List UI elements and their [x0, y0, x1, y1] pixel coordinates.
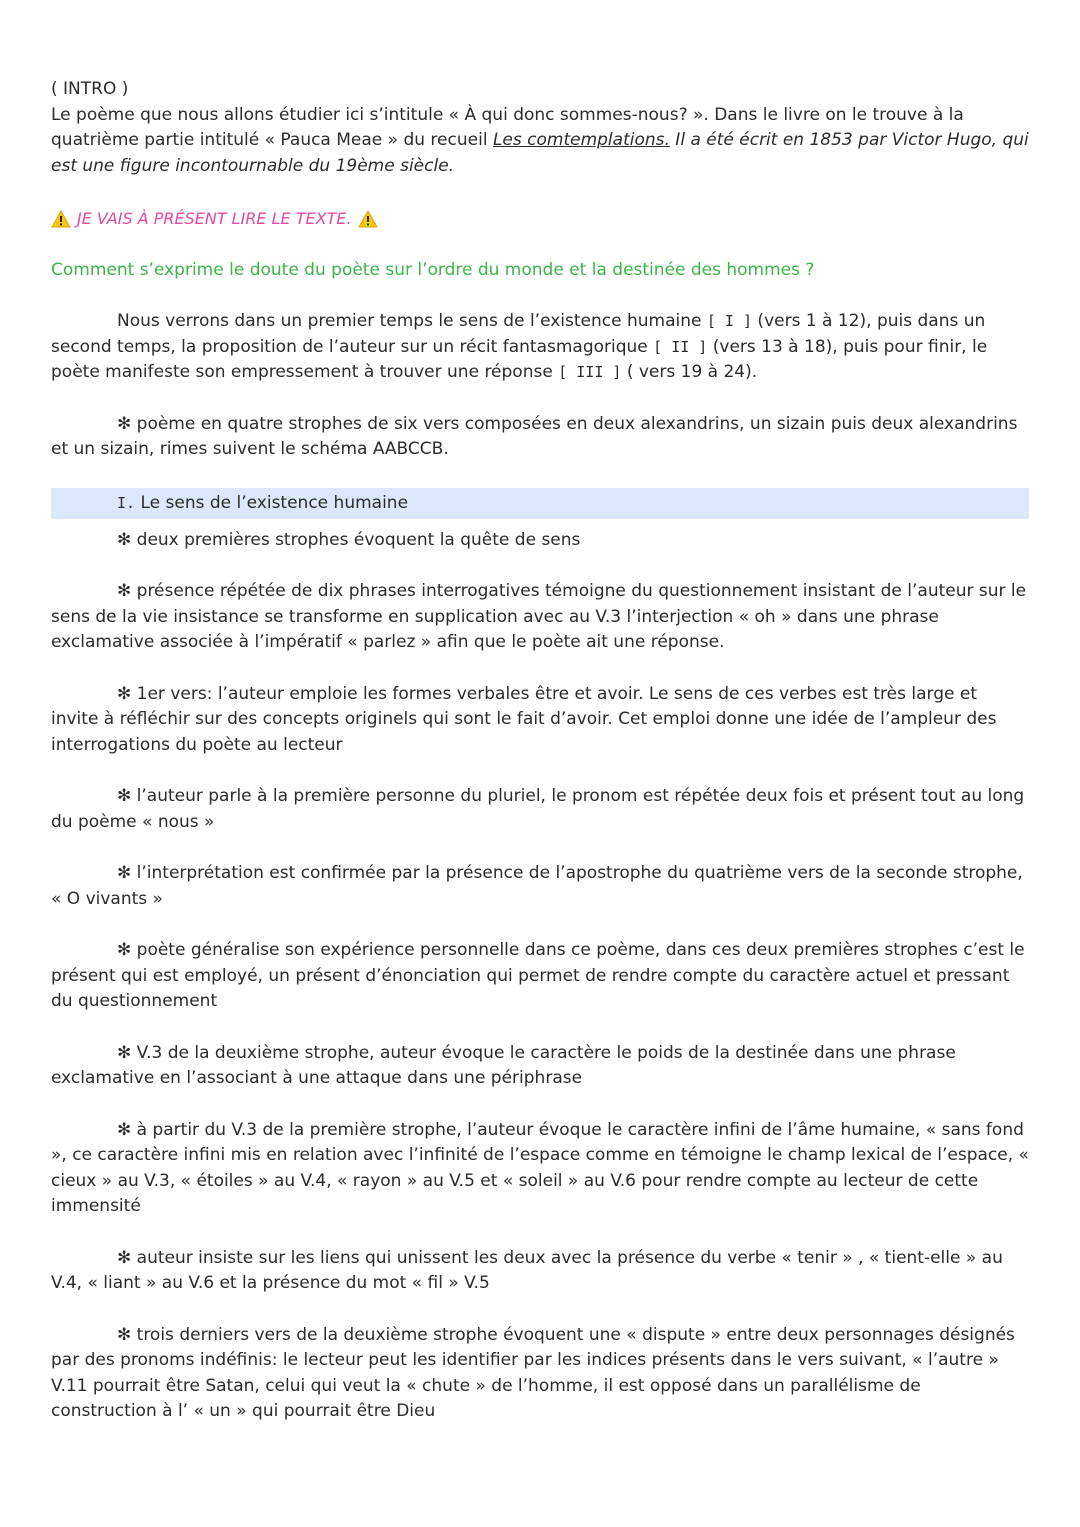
plan-paragraph: [51, 309, 1029, 386]
part-marker-3: [ III ]: [558, 363, 622, 381]
section-title: Le sens de l’existence humaine: [140, 492, 409, 513]
bullet-item: ✻ deux premières strophes évoquent la quête de sens: [117, 529, 581, 550]
intro-text-a: Le poème que nous allons étudier ici s’intitule « À qui donc sommes-nous? ». Dans le livre on le trouve à la quatrième partie intitulé « Pauca Meae » du recueil: [51, 104, 964, 150]
intro-paragraph: [51, 103, 1029, 180]
document-page: [51, 77, 1029, 1425]
section-number: I.: [117, 493, 136, 512]
plan-text-b: (vers 1 à 12), puis dans un second temps, la proposition de l’auteur sur un récit fantasmagorique: [51, 311, 986, 357]
bullet-item: ✻ à partir du V.3 de la première strophe, l’auteur évoque le caractère infini de l’âme humaine, « sans fond », ce caractère infini mis en relation avec l’infinité de l’espace comme en témoigne le champ lexical de l’espace, « cieux » au V.3, « étoiles » au V.4, « rayon » au V.5 et « soleil » au V.6 pour rendre compte au lecteur de cette immensité: [51, 1119, 1029, 1216]
warning-icon: [51, 210, 71, 228]
plan-text-c: (vers 13 à 18), puis pour finir, le poète manifeste son empressement à trouver une réponse: [51, 336, 988, 382]
book-title: Les comtemplations.: [492, 130, 670, 150]
problematic-question: Comment s’exprime le doute du poète sur l’ordre du monde et la destinée des hommes ?: [51, 259, 815, 280]
section-heading: [51, 488, 1029, 519]
bullet-item: ✻ poète généralise son expérience personnelle dans ce poème, dans ces deux premières strophes c’est le présent qui est employé, un présent d’énonciation qui permet de rendre compte du caractère actuel et pressant du questionnement: [51, 940, 1025, 1011]
plan-text-a: Nous verrons dans un premier temps le sens de l’existence humaine: [117, 311, 707, 331]
structure-note: ✻ poème en quatre strophes de six vers composées en deux alexandrins, un sizain puis deux alexandrins et un sizain, rimes suivent le schéma AABCCB.: [51, 413, 1018, 459]
bullet-item: ✻ V.3 de la deuxième strophe, auteur évoque le caractère le poids de la destinée dans une phrase exclamative en l’associant à une attaque dans une périphrase: [51, 1042, 956, 1088]
bullet-item: ✻ présence répétée de dix phrases interrogatives témoigne du questionnement insistant de l’auteur sur le sens de la vie insistance se transforme en supplication avec au V.3 l’interjection « oh » dans une phrase exclamative associée à l’impératif « parlez » afin que le poète ait une réponse.: [51, 581, 1027, 652]
bullet-item: ✻ 1er vers: l’auteur emploie les formes verbales être et avoir. Le sens de ces verbes est très large et invite à réfléchir sur des concepts originels qui sont le fait d’avoir. Cet emploi donne une idée de l’ampleur des interrogations du poète au lecteur: [51, 683, 997, 755]
bullet-item: ✻ l’interprétation est confirmée par la présence de l’apostrophe du quatrième vers de la seconde strophe, « O vivants »: [51, 863, 1023, 909]
warning-text: JE VAIS À PRÉSENT LIRE LE TEXTE.: [77, 209, 352, 228]
warning-line: [51, 206, 1029, 232]
plan-text-d: ( vers 19 à 24).: [621, 362, 758, 382]
part-marker-2: [ II ]: [653, 337, 708, 356]
warning-icon: [358, 210, 378, 228]
bullet-item: ✻ trois derniers vers de la deuxième strophe évoquent une « dispute » entre deux personnages désignés par des pronoms indéfinis: le lecteur peut les identifier par les indices présents dans le vers suivant, « l’autre » V.11 pourrait être Satan, celui qui veut la « chute » de l’homme, il est opposé dans un parallélisme de construction à l’ « un » qui pourrait être Dieu: [51, 1324, 1015, 1421]
part-marker-1: [ I ]: [706, 312, 753, 330]
intro-text-b: Il a été écrit en 1853 par Victor Hugo, qui est une figure incontournable du 19ème siècle.: [51, 130, 1029, 176]
bullet-item: ✻ auteur insiste sur les liens qui unissent les deux avec la présence du verbe « tenir » , « tient-elle » au V.4, « liant » au V.6 et la présence du mot « fil » V.5: [51, 1247, 1003, 1293]
intro-tag: ( INTRO ): [51, 79, 129, 99]
bullet-item: ✻ l’auteur parle à la première personne du pluriel, le pronom est répétée deux fois et présent tout au long du poème « nous »: [51, 786, 1025, 832]
